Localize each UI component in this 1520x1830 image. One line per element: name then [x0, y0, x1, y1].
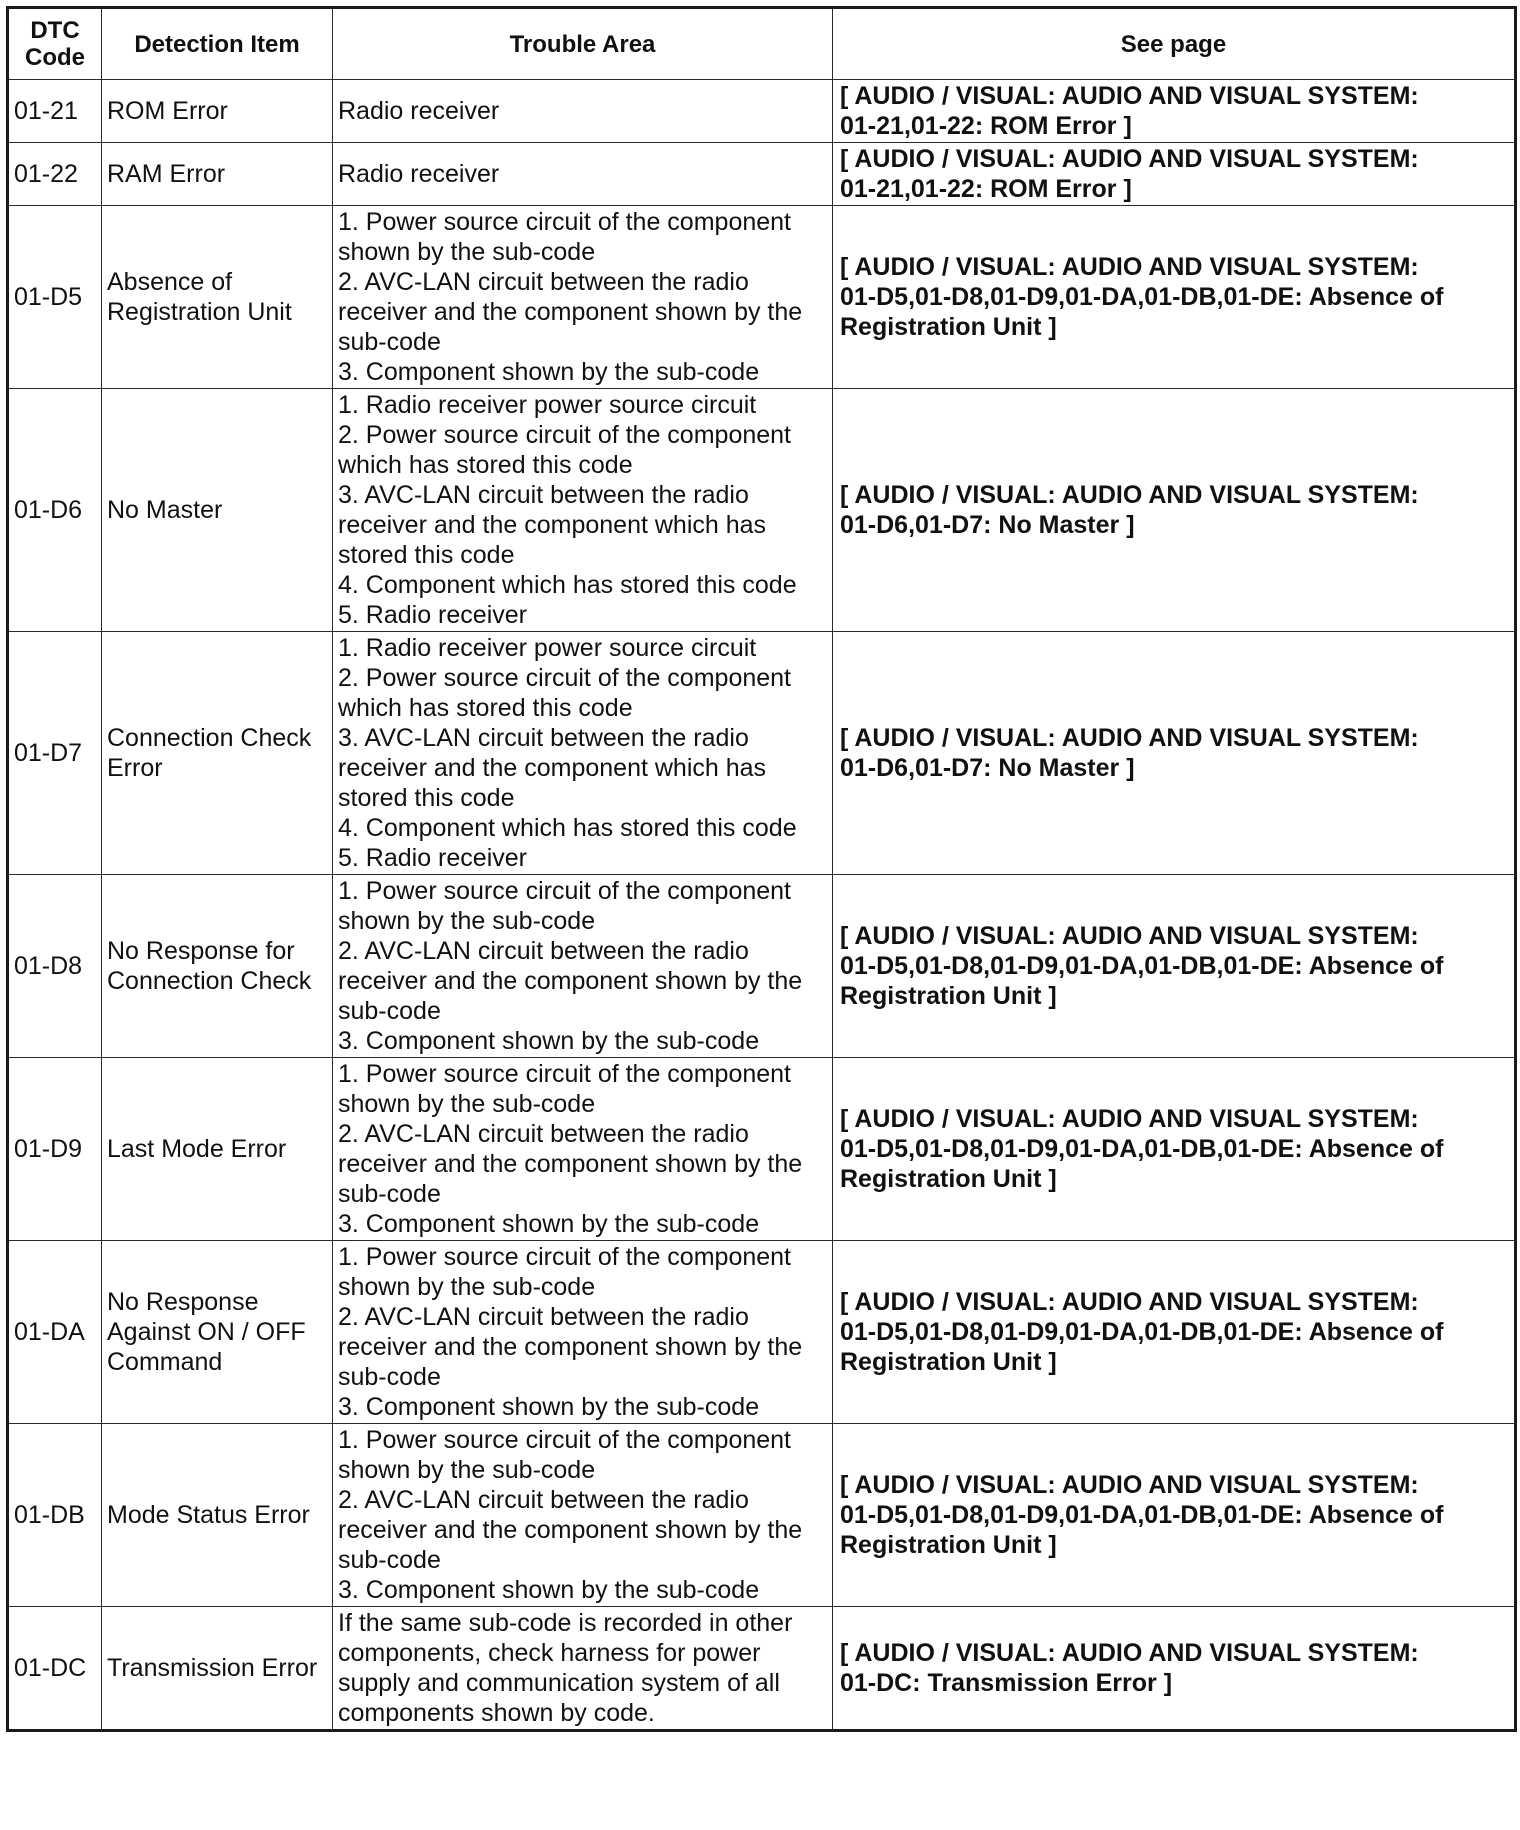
trouble-area-cell: [333, 1424, 833, 1607]
table-row: [8, 80, 1516, 143]
trouble-area-cell-line: 4. Component which has stored this code: [338, 571, 797, 599]
trouble-area-cell: [333, 1058, 833, 1241]
trouble-area-cell-line: 1. Power source circuit of the component: [338, 1243, 792, 1271]
detection-item-cell: [102, 80, 333, 143]
trouble-area-cell: [333, 206, 833, 389]
table-row: [8, 1058, 1516, 1241]
trouble-area-cell-line: 2. AVC-LAN circuit between the radio: [338, 1120, 749, 1148]
detection-item-cell-line: Mode Status Error: [107, 1501, 310, 1529]
trouble-area-cell: [333, 632, 833, 875]
trouble-area-cell-line: shown by the sub-code: [338, 238, 596, 266]
trouble-area-cell: [333, 389, 833, 632]
trouble-area-cell-line: 3. AVC-LAN circuit between the radio: [338, 724, 749, 752]
trouble-area-cell-line: 1. Radio receiver power source circuit: [338, 634, 757, 662]
detection-item-cell: [102, 1607, 333, 1731]
see-page-cell-line: 01-D5,01-D8,01-D9,01-DA,01-DB,01-DE: Absence of: [840, 283, 1444, 311]
dtc-document: [6, 6, 1514, 1732]
trouble-area-cell-line: 1. Power source circuit of the component: [338, 1060, 792, 1088]
detection-item-cell: [102, 875, 333, 1058]
trouble-area-cell: [333, 80, 833, 143]
trouble-area-cell-line: shown by the sub-code: [338, 1090, 596, 1118]
see-page-cell-line: [ AUDIO / VISUAL: AUDIO AND VISUAL SYSTEM:: [840, 1471, 1419, 1499]
trouble-area-cell-line: components shown by code.: [338, 1699, 655, 1727]
dtc-code-cell: 01-22: [8, 143, 102, 206]
see-page-cell-line: [ AUDIO / VISUAL: AUDIO AND VISUAL SYSTEM:: [840, 724, 1419, 752]
detection-item-cell: [102, 1241, 333, 1424]
header-detection-item: Detection Item: [102, 8, 333, 80]
see-page-cell-line: 01-DC: Transmission Error ]: [840, 1669, 1173, 1697]
header-dtc-code-line: Code: [25, 44, 85, 71]
see-page-cell: [833, 389, 1516, 632]
trouble-area-cell-line: If the same sub-code is recorded in other: [338, 1609, 793, 1637]
see-page-cell-line: Registration Unit ]: [840, 1531, 1057, 1559]
dtc-code-cell: 01-D5: [8, 206, 102, 389]
detection-item-cell-line: Error: [107, 754, 163, 782]
detection-item-cell: [102, 1424, 333, 1607]
see-page-cell-line: 01-D6,01-D7: No Master ]: [840, 511, 1135, 539]
dtc-code-cell: 01-DC: [8, 1607, 102, 1731]
see-page-cell-line: [ AUDIO / VISUAL: AUDIO AND VISUAL SYSTEM:: [840, 1105, 1419, 1133]
detection-item-cell-line: Command: [107, 1348, 223, 1376]
see-page-cell: [833, 1058, 1516, 1241]
dtc-table: [6, 6, 1517, 1732]
trouble-area-cell-line: sub-code: [338, 328, 441, 356]
see-page-cell-line: [ AUDIO / VISUAL: AUDIO AND VISUAL SYSTEM:: [840, 253, 1419, 281]
trouble-area-cell-line: 2. AVC-LAN circuit between the radio: [338, 1486, 749, 1514]
trouble-area-cell-line: 1. Power source circuit of the component: [338, 208, 792, 236]
trouble-area-cell-line: components, check harness for power: [338, 1639, 761, 1667]
table-row: [8, 143, 1516, 206]
see-page-cell-line: [ AUDIO / VISUAL: AUDIO AND VISUAL SYSTEM:: [840, 481, 1419, 509]
see-page-cell-line: Registration Unit ]: [840, 982, 1057, 1010]
trouble-area-cell-line: receiver and the component shown by the: [338, 967, 803, 995]
dtc-code-cell: 01-D7: [8, 632, 102, 875]
header-see-page: See page: [833, 8, 1516, 80]
see-page-cell: [833, 143, 1516, 206]
dtc-code-cell: 01-DB: [8, 1424, 102, 1607]
trouble-area-cell-line: stored this code: [338, 784, 515, 812]
see-page-cell-line: 01-D6,01-D7: No Master ]: [840, 754, 1135, 782]
see-page-cell: [833, 80, 1516, 143]
trouble-area-cell-line: which has stored this code: [338, 451, 633, 479]
detection-item-cell-line: No Response for: [107, 937, 295, 965]
detection-item-cell-line: Transmission Error: [107, 1654, 318, 1682]
trouble-area-cell-line: 4. Component which has stored this code: [338, 814, 797, 842]
trouble-area-cell-line: 3. Component shown by the sub-code: [338, 1210, 760, 1238]
trouble-area-cell-line: receiver and the component which has: [338, 754, 767, 782]
trouble-area-cell-line: 1. Radio receiver power source circuit: [338, 391, 757, 419]
trouble-area-cell-line: 5. Radio receiver: [338, 844, 527, 872]
trouble-area-cell-line: receiver and the component shown by the: [338, 298, 803, 326]
trouble-area-cell-line: sub-code: [338, 997, 441, 1025]
detection-item-cell-line: No Response: [107, 1288, 259, 1316]
trouble-area-cell: [333, 875, 833, 1058]
trouble-area-cell-line: 3. AVC-LAN circuit between the radio: [338, 481, 749, 509]
detection-item-cell: [102, 389, 333, 632]
see-page-cell-line: Registration Unit ]: [840, 313, 1057, 341]
trouble-area-cell-line: shown by the sub-code: [338, 1456, 596, 1484]
trouble-area-cell-line: 3. Component shown by the sub-code: [338, 1393, 760, 1421]
detection-item-cell-line: Registration Unit: [107, 298, 292, 326]
detection-item-cell-line: RAM Error: [107, 160, 226, 188]
dtc-code-cell: 01-D6: [8, 389, 102, 632]
table-row: [8, 1607, 1516, 1731]
dtc-code-cell: 01-DA: [8, 1241, 102, 1424]
see-page-cell-line: [ AUDIO / VISUAL: AUDIO AND VISUAL SYSTEM:: [840, 145, 1419, 173]
trouble-area-cell-line: 3. Component shown by the sub-code: [338, 1027, 760, 1055]
trouble-area-cell-line: receiver and the component shown by the: [338, 1333, 803, 1361]
trouble-area-cell-line: sub-code: [338, 1546, 441, 1574]
see-page-cell: [833, 206, 1516, 389]
see-page-cell: [833, 1241, 1516, 1424]
see-page-cell: [833, 875, 1516, 1058]
table-row: [8, 1241, 1516, 1424]
detection-item-cell: [102, 143, 333, 206]
dtc-code-cell: 01-21: [8, 80, 102, 143]
detection-item-cell-line: Connection Check: [107, 967, 312, 995]
detection-item-cell-line: Absence of: [107, 268, 233, 296]
table-row: [8, 632, 1516, 875]
header-dtc-code: [8, 8, 102, 80]
trouble-area-cell-line: 2. Power source circuit of the component: [338, 664, 792, 692]
trouble-area-cell-line: 2. AVC-LAN circuit between the radio: [338, 268, 749, 296]
trouble-area-cell-line: Radio receiver: [338, 97, 500, 125]
detection-item-cell-line: ROM Error: [107, 97, 228, 125]
trouble-area-cell-line: shown by the sub-code: [338, 1273, 596, 1301]
detection-item-cell-line: Last Mode Error: [107, 1135, 287, 1163]
trouble-area-cell-line: sub-code: [338, 1180, 441, 1208]
table-body: [8, 80, 1516, 1731]
trouble-area-cell-line: stored this code: [338, 541, 515, 569]
see-page-cell-line: 01-D5,01-D8,01-D9,01-DA,01-DB,01-DE: Absence of: [840, 1135, 1444, 1163]
table-row: [8, 206, 1516, 389]
trouble-area-cell-line: sub-code: [338, 1363, 441, 1391]
trouble-area-cell-line: 3. Component shown by the sub-code: [338, 1576, 760, 1604]
see-page-cell-line: [ AUDIO / VISUAL: AUDIO AND VISUAL SYSTEM:: [840, 922, 1419, 950]
trouble-area-cell-line: 2. AVC-LAN circuit between the radio: [338, 937, 749, 965]
see-page-cell-line: 01-D5,01-D8,01-D9,01-DA,01-DB,01-DE: Absence of: [840, 1501, 1444, 1529]
detection-item-cell: [102, 206, 333, 389]
dtc-code-cell: 01-D9: [8, 1058, 102, 1241]
detection-item-cell-line: Against ON / OFF: [107, 1318, 306, 1346]
trouble-area-cell-line: supply and communication system of all: [338, 1669, 780, 1697]
header-dtc-code-line: DTC: [30, 17, 80, 44]
trouble-area-cell-line: 1. Power source circuit of the component: [338, 1426, 792, 1454]
detection-item-cell: [102, 1058, 333, 1241]
trouble-area-cell-line: 5. Radio receiver: [338, 601, 527, 629]
see-page-cell-line: Registration Unit ]: [840, 1165, 1057, 1193]
see-page-cell: [833, 1424, 1516, 1607]
trouble-area-cell-line: 1. Power source circuit of the component: [338, 877, 792, 905]
trouble-area-cell-line: receiver and the component shown by the: [338, 1150, 803, 1178]
table-row: [8, 1424, 1516, 1607]
trouble-area-cell: [333, 1241, 833, 1424]
trouble-area-cell-line: which has stored this code: [338, 694, 633, 722]
header-row: [8, 8, 1516, 80]
trouble-area-cell-line: 3. Component shown by the sub-code: [338, 358, 760, 386]
detection-item-cell-line: Connection Check: [107, 724, 312, 752]
see-page-cell-line: [ AUDIO / VISUAL: AUDIO AND VISUAL SYSTEM:: [840, 1288, 1419, 1316]
trouble-area-cell-line: shown by the sub-code: [338, 907, 596, 935]
see-page-cell-line: [ AUDIO / VISUAL: AUDIO AND VISUAL SYSTEM:: [840, 1639, 1419, 1667]
table-row: [8, 875, 1516, 1058]
dtc-code-cell: 01-D8: [8, 875, 102, 1058]
detection-item-cell-line: No Master: [107, 496, 223, 524]
trouble-area-cell-line: 2. Power source circuit of the component: [338, 421, 792, 449]
detection-item-cell: [102, 632, 333, 875]
trouble-area-cell-line: Radio receiver: [338, 160, 500, 188]
trouble-area-cell: [333, 1607, 833, 1731]
see-page-cell-line: 01-21,01-22: ROM Error ]: [840, 175, 1132, 203]
see-page-cell: [833, 1607, 1516, 1731]
table-row: [8, 389, 1516, 632]
trouble-area-cell: [333, 143, 833, 206]
trouble-area-cell-line: 2. AVC-LAN circuit between the radio: [338, 1303, 749, 1331]
trouble-area-cell-line: receiver and the component shown by the: [338, 1516, 803, 1544]
trouble-area-cell-line: receiver and the component which has: [338, 511, 767, 539]
see-page-cell-line: [ AUDIO / VISUAL: AUDIO AND VISUAL SYSTEM:: [840, 82, 1419, 110]
see-page-cell-line: 01-21,01-22: ROM Error ]: [840, 112, 1132, 140]
see-page-cell: [833, 632, 1516, 875]
header-trouble-area: Trouble Area: [333, 8, 833, 80]
see-page-cell-line: Registration Unit ]: [840, 1348, 1057, 1376]
see-page-cell-line: 01-D5,01-D8,01-D9,01-DA,01-DB,01-DE: Absence of: [840, 952, 1444, 980]
see-page-cell-line: 01-D5,01-D8,01-D9,01-DA,01-DB,01-DE: Absence of: [840, 1318, 1444, 1346]
